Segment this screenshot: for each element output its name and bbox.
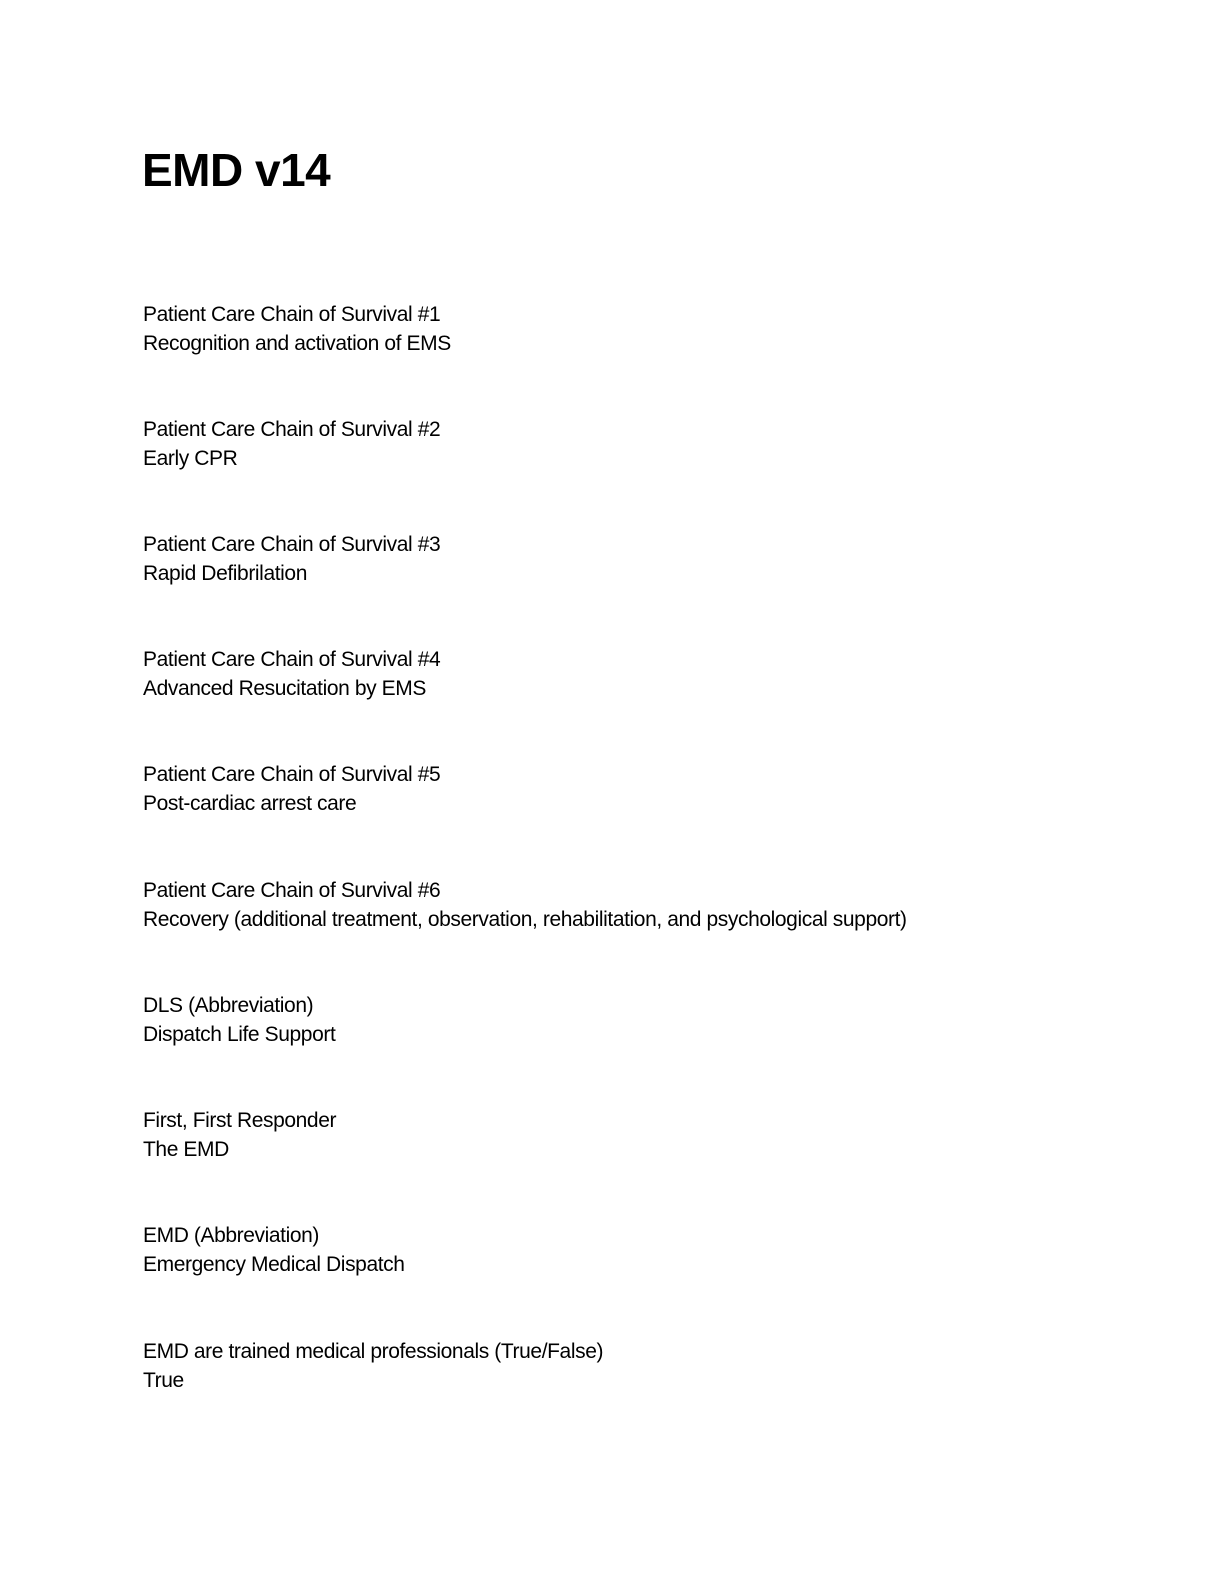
entry-definition: Recovery (additional treatment, observation, rehabilitation, and psychological support) — [143, 908, 907, 931]
entry-definition: The EMD — [143, 1138, 229, 1161]
document-title: EMD v14 — [142, 144, 331, 196]
flashcard-entry — [143, 1106, 1143, 1164]
entry-definition: Recognition and activation of EMS — [143, 332, 451, 355]
entry-definition: Rapid Defibrilation — [143, 562, 307, 585]
entry-definition: True — [143, 1369, 184, 1392]
entry-definition: Advanced Resucitation by EMS — [143, 677, 426, 700]
entry-term: Patient Care Chain of Survival #5 — [143, 763, 441, 786]
entry-term: First, First Responder — [143, 1109, 337, 1132]
entry-term: EMD (Abbreviation) — [143, 1224, 320, 1247]
entry-term: EMD are trained medical professionals (True/False) — [143, 1340, 604, 1363]
entry-term: Patient Care Chain of Survival #6 — [143, 879, 441, 902]
entry-definition: Post-cardiac arrest care — [143, 792, 357, 815]
flashcard-entry — [143, 1221, 1143, 1279]
entry-definition: Early CPR — [143, 447, 238, 470]
entry-term: Patient Care Chain of Survival #2 — [143, 418, 441, 441]
flashcard-entry — [143, 760, 1143, 818]
entry-term: Patient Care Chain of Survival #4 — [143, 648, 441, 671]
entry-definition: Dispatch Life Support — [143, 1023, 336, 1046]
entry-term: Patient Care Chain of Survival #3 — [143, 533, 441, 556]
flashcard-entry — [143, 300, 1143, 358]
flashcard-entry — [143, 991, 1143, 1049]
entry-term: DLS (Abbreviation) — [143, 994, 314, 1017]
flashcard-entry — [143, 415, 1143, 473]
entry-definition: Emergency Medical Dispatch — [143, 1253, 405, 1276]
flashcard-entry — [143, 876, 1143, 934]
entry-term: Patient Care Chain of Survival #1 — [143, 303, 441, 326]
flashcard-entry — [143, 530, 1143, 588]
flashcard-entry — [143, 1337, 1143, 1395]
flashcard-entry — [143, 645, 1143, 703]
